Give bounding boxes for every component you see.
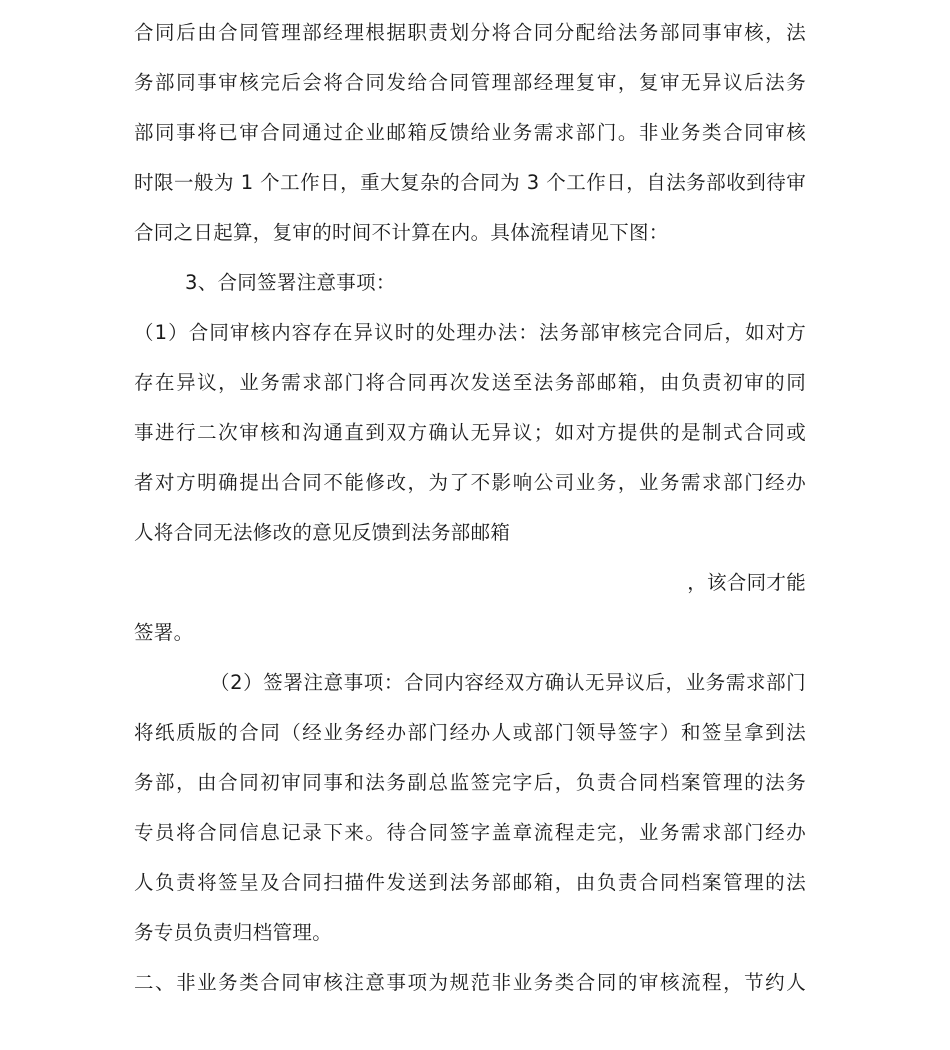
paragraph-line-8: 存在异议，业务需求部门将合同再次发送至法务部邮箱，由负责初审的同 — [134, 371, 806, 394]
paragraph-line-15: 将纸质版的合同（经业务经办部门经办人或部门领导签字）和签呈拿到法 — [134, 721, 806, 744]
section-heading-2: 二、非业务类合同审核注意事项为规范非业务类合同的审核流程，节约人 — [134, 971, 806, 994]
paragraph-line-7: （1）合同审核内容存在异议时的处理办法：法务部审核完合同后，如对方 — [134, 321, 806, 344]
paragraph-line-18: 人负责将签呈及合同扫描件发送到法务部邮箱，由负责合同档案管理的法 — [134, 871, 806, 894]
paragraph-line-19: 务专员负责归档管理。 — [134, 921, 333, 944]
paragraph-line-9: 事进行二次审核和沟通直到双方确认无异议；如对方提供的是制式合同或 — [134, 421, 806, 444]
paragraph-line-12: ，该合同才能 — [687, 571, 806, 594]
paragraph-line-3: 部同事将已审合同通过企业邮箱反馈给业务需求部门。非业务类合同审核 — [134, 121, 806, 144]
paragraph-line-13: 签署。 — [134, 621, 194, 644]
paragraph-line-10: 者对方明确提出合同不能修改，为了不影响公司业务，业务需求部门经办 — [134, 471, 806, 494]
paragraph-line-5: 合同之日起算，复审的时间不计算在内。具体流程请见下图： — [134, 221, 669, 244]
section-heading-3: 3、合同签署注意事项： — [185, 271, 396, 294]
paragraph-line-14: （2）签署注意事项：合同内容经双方确认无异议后，业务需求部门 — [210, 671, 806, 694]
paragraph-line-1: 合同后由合同管理部经理根据职责划分将合同分配给法务部同事审核，法 — [134, 21, 806, 44]
paragraph-line-16: 务部，由合同初审同事和法务副总监签完字后，负责合同档案管理的法务 — [134, 771, 806, 794]
paragraph-line-17: 专员将合同信息记录下来。待合同签字盖章流程走完，业务需求部门经办 — [134, 821, 806, 844]
paragraph-line-4: 时限一般为 1 个工作日，重大复杂的合同为 3 个工作日，自法务部收到待审 — [134, 171, 806, 194]
paragraph-line-2: 务部同事审核完后会将合同发给合同管理部经理复审，复审无异议后法务 — [134, 71, 806, 94]
paragraph-line-11: 人将合同无法修改的意见反馈到法务部邮箱 — [134, 521, 511, 544]
